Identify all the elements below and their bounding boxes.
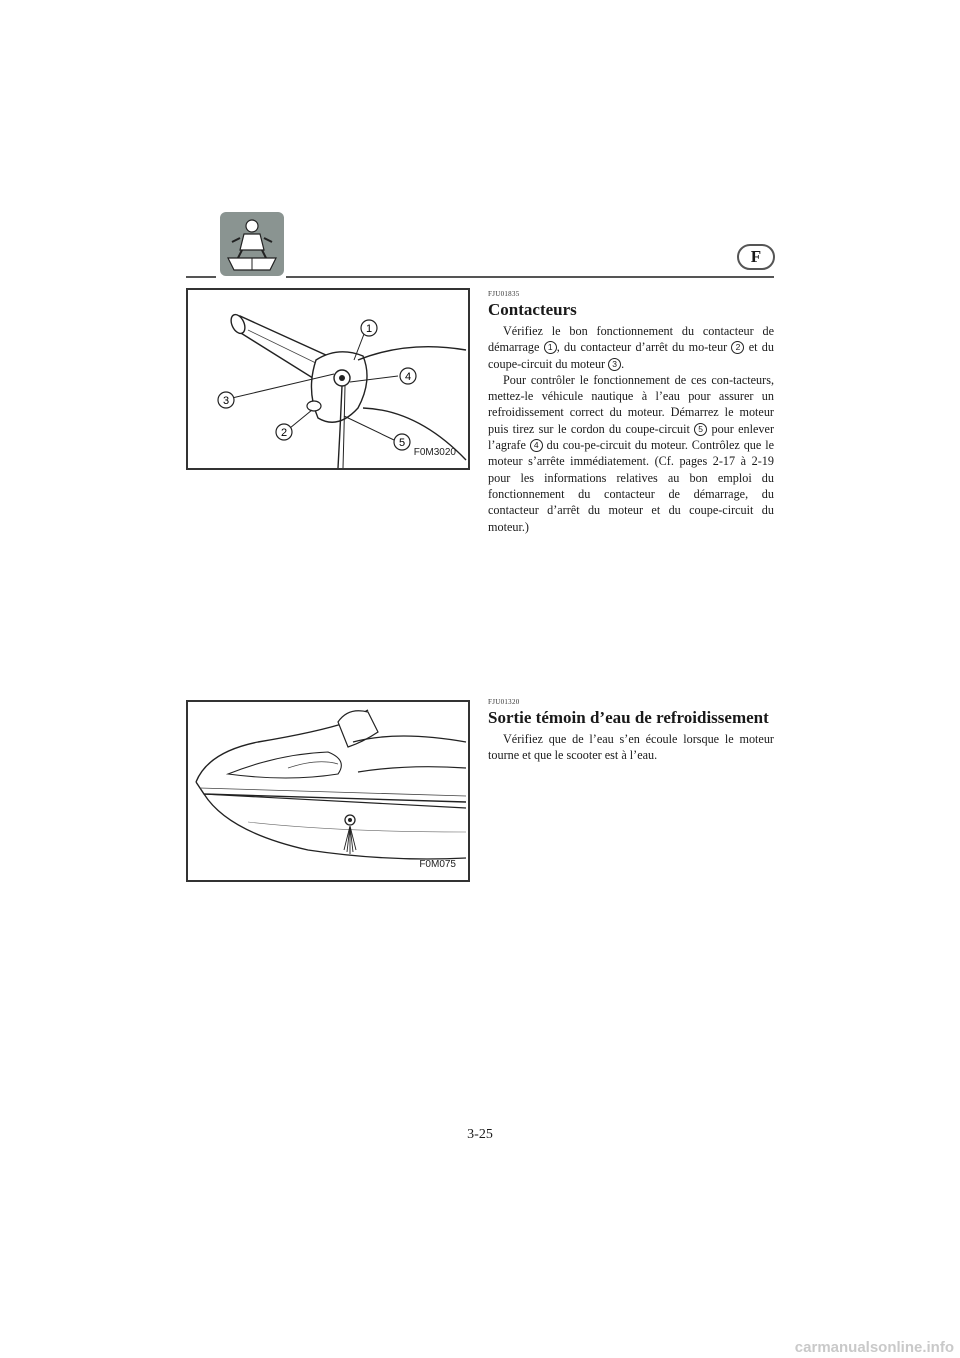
paragraph: Pour contrôler le fonctionnement de ces con-tacteurs, mettez-le véhicule nautique à l’eau pour assurer un refroidissement correct du moteur. Démarrez le moteur puis tirez sur le cordon du coupe-circuit 5 pour enlever l’agrafe 4 du cou-pe-circuit du moteur. Contrôlez que le moteur s’arrête immédiatement. (Cf. pages 2-17 à 2-19 pour les informations relatives au bon emploi du fonctionnement du contacteur de démarrage, du contacteur d’arrêt du moteur et du coupe-circuit du moteur.) [488,372,774,534]
callout-1 [361,320,377,336]
figure-label: F0M3020 [413,447,456,458]
callout-4 [400,368,416,384]
figure-handlebar-switches [186,288,470,470]
section-code: FJU01320 [488,698,520,706]
callout-3 [218,392,234,408]
callout-2 [276,424,292,440]
figure-cooling-outlet [186,700,470,882]
page-number: 3-25 [467,1127,493,1142]
svg-text:5: 5 [398,437,406,449]
paragraph: Vérifiez le bon fonctionnement du contacteur de démarrage 1 , du contacteur d’arrêt du mo-teur 2 et du coupe-circuit du moteur 3 . [488,324,774,371]
ref-marker: 3 [608,358,621,371]
ref-marker: 5 [694,423,707,436]
svg-text:2: 2 [280,427,288,439]
watercraft-rider-icon [220,212,284,276]
watermark: carmanualsonline.info [794,1339,954,1356]
section-code: FJU01835 [488,290,520,298]
section-contacteurs [488,290,774,535]
section-sortie-temoin [488,698,774,764]
ref-marker: 4 [530,439,543,452]
figure-label: F0M075 [419,859,456,870]
section-title: Sortie témoin d’eau de refroidissement [488,708,769,727]
paragraph: Vérifiez que de l’eau s’en écoule lorsque le moteur tourne et que le scooter est à l’eau. [488,732,774,763]
language-badge: F [737,244,775,270]
handlebar-switches-illustration [188,290,468,468]
svg-text:4: 4 [404,371,412,383]
ref-marker: 1 [544,341,557,354]
callout-5 [394,434,410,450]
watercraft-illustration [188,702,468,880]
svg-text:1: 1 [365,323,373,335]
section-title: Contacteurs [488,300,577,319]
ref-marker: 2 [731,341,744,354]
header-rule-right [286,276,774,278]
svg-text:3: 3 [222,395,230,407]
header-rule-left [186,276,216,278]
